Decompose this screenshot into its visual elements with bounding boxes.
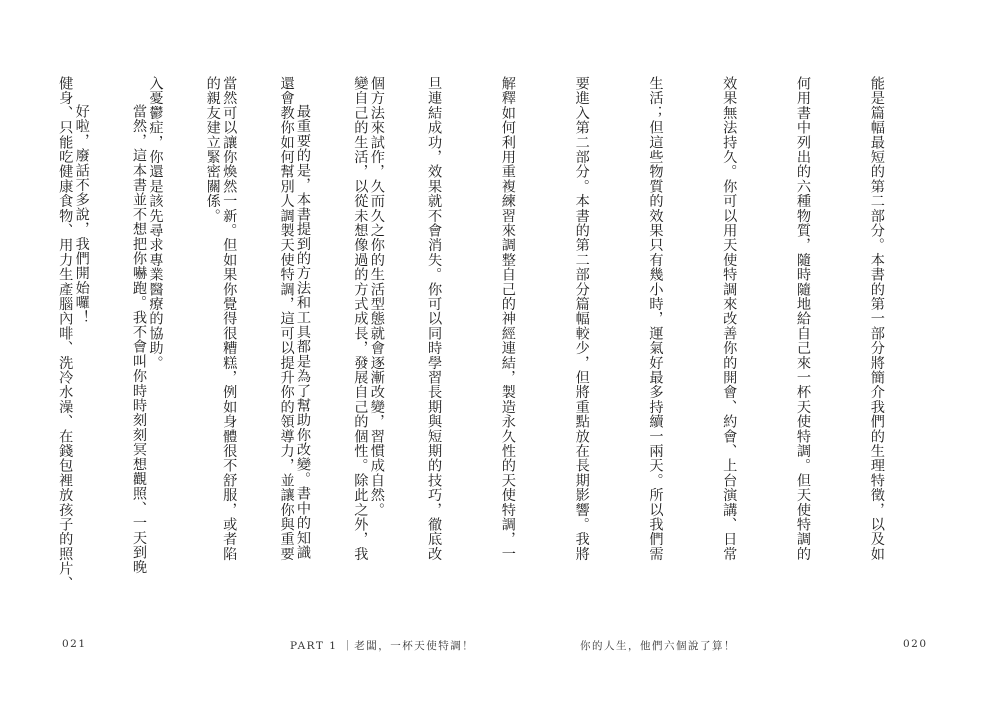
text-column: 入憂鬱症，你還是該先尋求專業醫療的協助。 [147, 76, 164, 370]
text-column: 能是篇幅最短的第二部分。本書的第一部分將簡介我們的生理特徵，以及如 [868, 76, 885, 562]
text-column: 個方法來試作，久而久之你的生活型態就會逐漸改變，習慣成自然。 [368, 76, 385, 517]
text-column [0, 76, 3, 622]
page-number-left: 021 [62, 638, 87, 650]
running-header-left: PART 1 ｜老闆，一杯天使特調！ [290, 640, 475, 652]
text-column: 何用書中列出的六種物質，隨時隨地給自己來一杯天使特調。但天使特調的 [795, 76, 812, 562]
text-column: 變自己的生活，以從未想像過的方式成長，發展自己的個性。除此之外，我 [352, 76, 369, 562]
text-column: 要進入第二部分。本書的第二部分篇幅較少，但將重點放在長期影響。我將 [573, 76, 590, 562]
text-column: 生活；但這些物質的效果只有幾小時，運氣好最多持續一兩天。所以我們需 [647, 76, 664, 562]
text-column: 效果無法持久。你可以用天使特調來改善你的開會、約會、上台演講、日常 [721, 76, 738, 562]
text-column: 健身、只能吃健康食物、用力生產腦內啡、洗冷水澡、在錢包裡放孩子的照片、 [57, 76, 74, 591]
text-column: 解釋如何利用重複練習來調整自己的神經連結，製造永久性的天使特調，一 [499, 76, 516, 562]
text-column: 當然可以讓你煥然一新。但如果你覺得很糟糕，例如身體很不舒服，或者陷 [221, 76, 238, 562]
text-column: 好啦，廢話不多說，我們開始囉！ [73, 104, 90, 325]
page-number-right: 020 [903, 638, 928, 650]
text-column: 還會教你如何幫別人調製天使特調，這可以提升你的領導力，並讓你與重要 [278, 76, 295, 562]
text-column: 旦連結成功，效果就不會消失。你可以同時學習長期與短期的技巧，徹底改 [426, 76, 443, 562]
running-header-right: 你的人生，他們六個說了算！ [580, 640, 736, 652]
text-column: 最重要的是，本書提到的方法和工具都是為了幫助你改變。書中的知識 [295, 104, 312, 560]
text-column: 的親友建立緊密關係。 [204, 76, 221, 223]
text-column: 當然，這本書並不想把你嚇跑。我不會叫你時時刻刻冥想觀照、一天到晚 [131, 104, 147, 575]
